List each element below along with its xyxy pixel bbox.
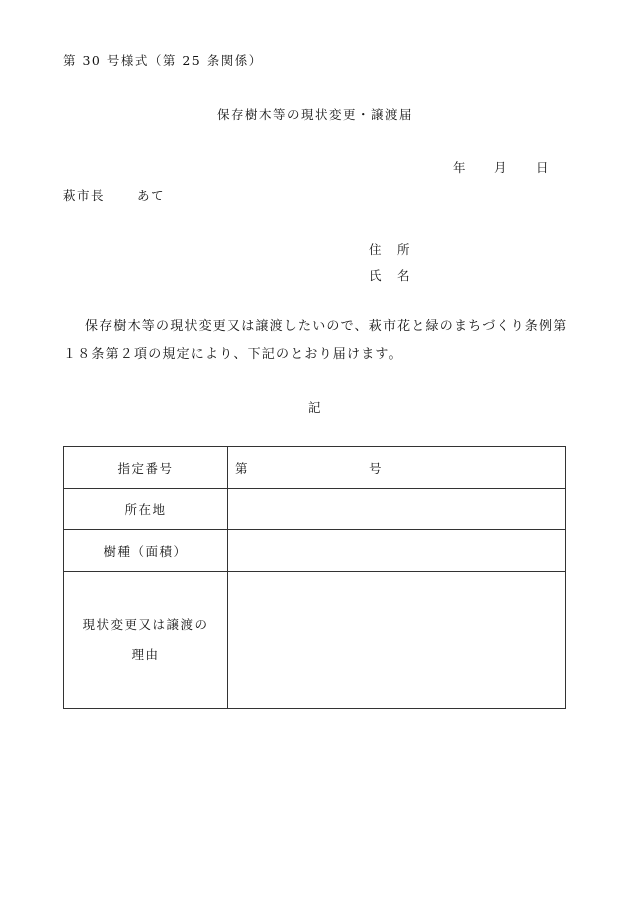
reason-field[interactable] (228, 572, 566, 709)
addressee-name: 萩市長 (63, 188, 106, 203)
date-month-label: 月 (494, 160, 509, 175)
species-label: 樹種（面積） (64, 530, 228, 572)
table-row (64, 530, 566, 572)
notification-table (63, 446, 566, 709)
applicant-name-label: 氏 名 (369, 268, 412, 283)
table-row (64, 572, 566, 709)
addressee-suffix: あて (137, 188, 166, 203)
form-number: 第 30 号様式（第 25 条関係） (63, 53, 263, 68)
reason-label (64, 572, 228, 709)
applicant-address-label: 住 所 (369, 242, 412, 257)
date-day-label: 日 (536, 160, 551, 175)
designation-number-label: 指定番号 (64, 447, 228, 489)
species-field[interactable] (228, 530, 566, 572)
body-line-1: 保存樹木等の現状変更又は譲渡したいので、萩市花と緑のまちづくり条例第 (85, 319, 568, 334)
date-year-label: 年 (453, 160, 468, 175)
reason-label-line-1: 現状変更又は譲渡の (82, 617, 209, 632)
designation-number-field[interactable] (228, 447, 566, 489)
reason-label-line-2: 理由 (131, 647, 160, 662)
ki-heading: 記 (307, 400, 322, 415)
location-label: 所在地 (64, 489, 228, 530)
table-row (64, 447, 566, 489)
location-field[interactable] (228, 489, 566, 530)
body-line-2: １８条第２項の規定により、下記のとおり届けます。 (63, 347, 403, 362)
table-row (64, 489, 566, 530)
designation-prefix: 第 (235, 460, 250, 476)
designation-suffix: 号 (368, 460, 383, 476)
document-title: 保存樹木等の現状変更・譲渡届 (216, 107, 413, 122)
